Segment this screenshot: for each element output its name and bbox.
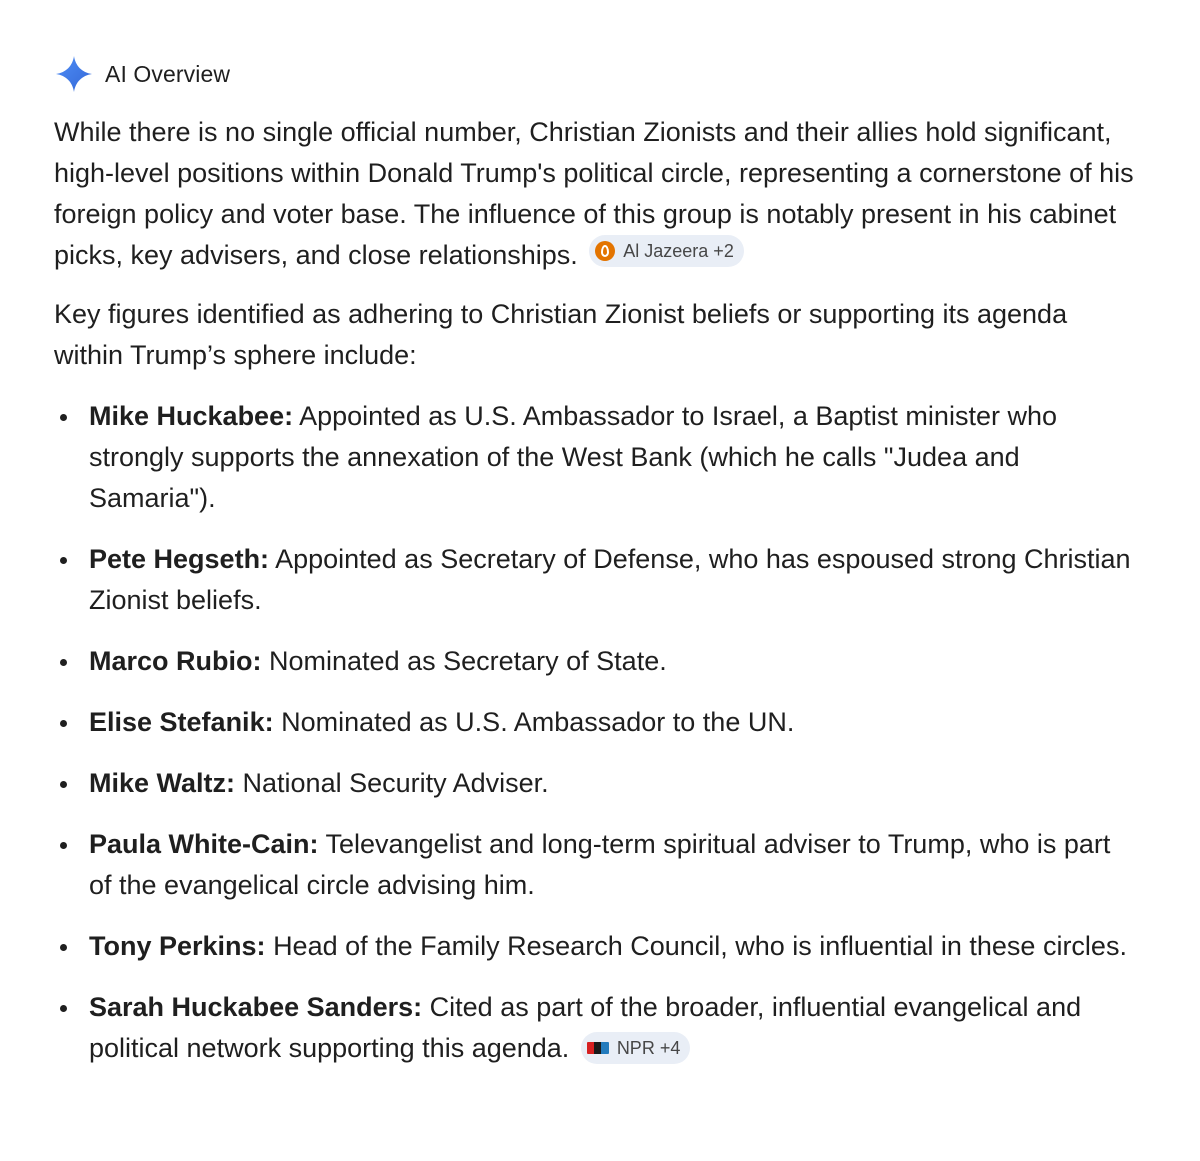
list-item	[54, 987, 1140, 1069]
source-chip-npr[interactable]	[581, 1032, 691, 1064]
source-chip-label: Al Jazeera +2	[623, 241, 734, 261]
gemini-sparkle-icon	[54, 54, 94, 94]
figure-desc: Appointed as U.S. Ambassador to Israel, a Baptist minister who strongly supports the annexation of the West Bank (which he calls "Judea and Samaria").	[89, 401, 1057, 513]
figure-name: Mike Waltz:	[89, 768, 236, 798]
list-item	[54, 926, 1140, 967]
figure-name: Elise Stefanik:	[89, 707, 274, 737]
figure-name: Tony Perkins:	[89, 931, 266, 961]
list-item	[54, 702, 1140, 743]
list-item	[54, 824, 1140, 906]
ai-overview-header	[54, 52, 1140, 96]
key-figures-list	[54, 396, 1140, 1069]
figure-desc: Nominated as Secretary of State.	[269, 646, 667, 676]
intro-paragraph	[54, 112, 1140, 276]
lead-paragraph: Key figures identified as adhering to Christian Zionist beliefs or supporting its agenda within Trump’s sphere include:	[54, 299, 1068, 370]
list-item	[54, 539, 1140, 621]
figure-name: Mike Huckabee:	[89, 401, 294, 431]
npr-logo-icon	[587, 1042, 609, 1054]
source-chip-label: NPR +4	[616, 1038, 681, 1058]
figure-name: Sarah Huckabee Sanders:	[89, 992, 423, 1022]
list-item	[54, 641, 1140, 682]
list-item	[54, 763, 1140, 804]
figure-name: Paula White-Cain:	[89, 829, 319, 859]
list-item	[54, 396, 1140, 519]
ai-overview-title: AI Overview	[105, 60, 231, 87]
figure-name: Pete Hegseth:	[89, 544, 270, 574]
al-jazeera-logo-icon	[595, 241, 615, 261]
figure-desc: Appointed as Secretary of Defense, who has espoused strong Christian Zionist beliefs.	[89, 544, 1131, 615]
figure-desc: National Security Adviser.	[242, 768, 549, 798]
figure-desc: Televangelist and long-term spiritual adviser to Trump, who is part of the evangelical circle advising him.	[89, 829, 1111, 900]
figure-name: Marco Rubio:	[89, 646, 262, 676]
figure-desc: Cited as part of the broader, influential evangelical and political network supporting this agenda.	[89, 992, 1082, 1063]
intro-text: While there is no single official number, Christian Zionists and their allies hold significant, high-level positions within Donald Trump's political circle, representing a cornerstone of his foreign policy and voter base. The influence of this group is notably present in his cabinet picks, key advisers, and close relationships.	[54, 117, 1134, 270]
figure-desc: Nominated as U.S. Ambassador to the UN.	[281, 707, 795, 737]
figure-desc: Head of the Family Research Council, who is influential in these circles.	[273, 931, 1127, 961]
source-chip-al-jazeera[interactable]	[589, 235, 744, 267]
